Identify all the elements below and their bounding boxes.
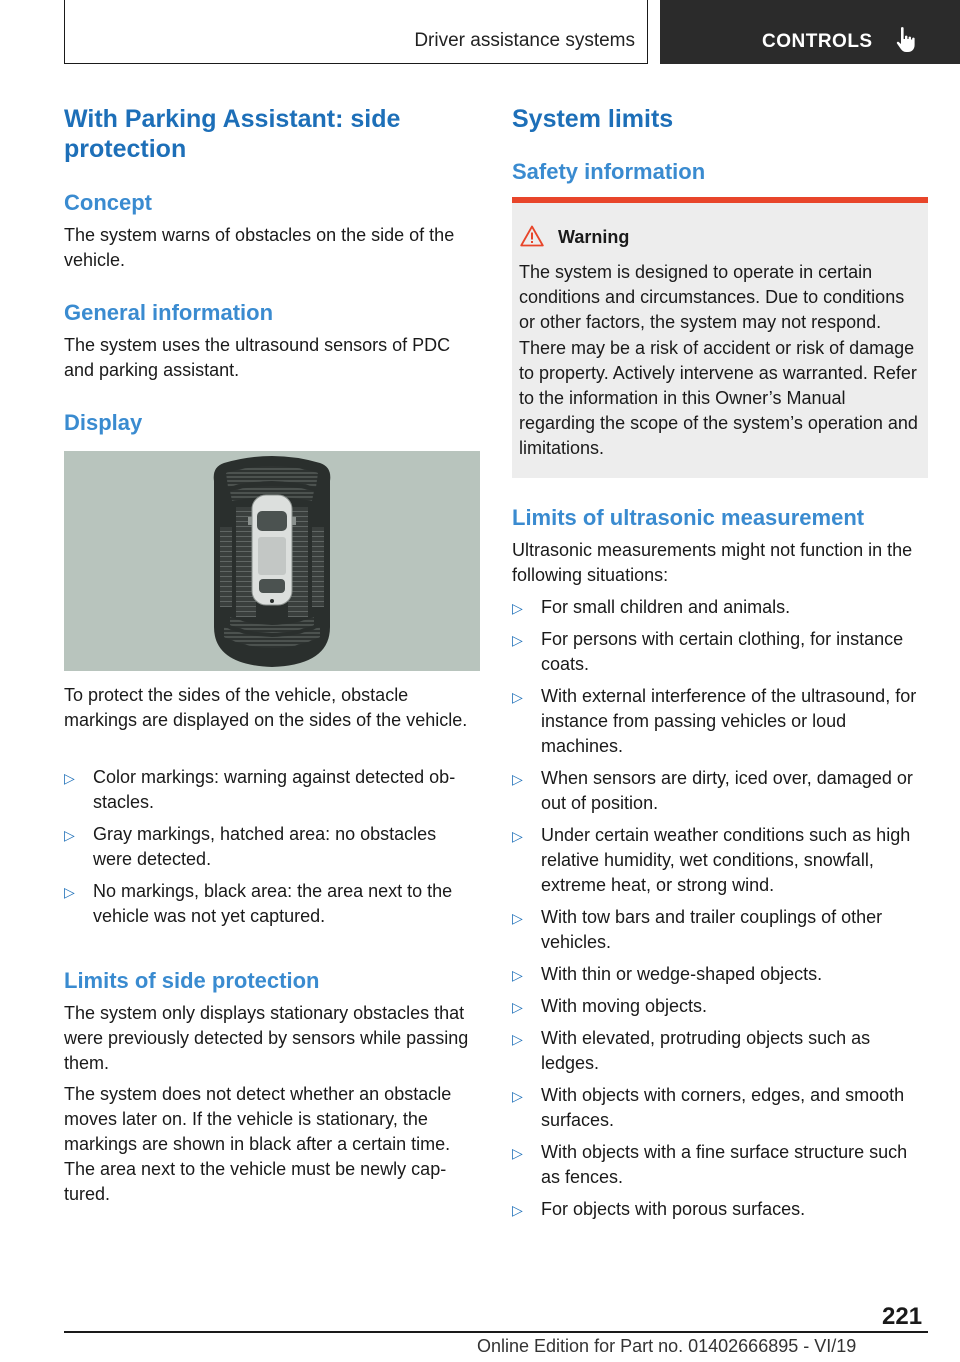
limits-side-protection-text-1: The system only displays stationary obstacles that were previously detected by sensors while passing them. [64,1003,469,1073]
warning-title: Warning [558,227,630,247]
side-protection-display-image [64,451,480,671]
triangle-right-icon: ▷ [512,828,523,844]
header-section-title: Driver assistance systems [414,30,635,51]
list-item: ▷ No markings, black area: the area next to the vehicle was not yet captured. [64,881,453,926]
warning-box [512,203,928,478]
page-number: 221 [882,1303,923,1330]
triangle-right-icon: ▷ [512,689,523,705]
list-item: ▷ Color markings: warning against detected obstacles. [64,767,456,812]
warning-text: The system is designed to operate in certain conditions and circumstances. Due to conditions or other factors, the system may not respond. There may be a risk of accident or risk of damage to property. Actively intervene as warranted. Refer to the information in this Owner’s Manual regarding the scope of the system’s operation and limitations. [519,262,918,459]
limits-side-protection-heading: Limits of side protection [64,968,320,993]
header-section-box [64,0,648,64]
triangle-right-icon: ▷ [512,1031,523,1047]
limits-side-protection-text-2: The system does not detect whether an obstacle moves later on. If the vehicle is stationary, the markings are shown in black after a certain time. The area next to the vehicle must be newly captured. [64,1084,452,1204]
triangle-right-icon: ▷ [512,999,523,1015]
triangle-right-icon: ▷ [512,600,523,616]
triangle-right-icon: ▷ [512,1088,523,1104]
header-chapter-tab[interactable] [660,0,960,64]
limits-ultrasonic-text: Ultrasonic measurements might not function in the following situations: [512,540,913,585]
footer-edition: Online Edition for Part no. 01402666895 - VI/19 [477,1336,857,1356]
list-item: ▷ For persons with certain clothing, for instance coats. [512,629,904,674]
triangle-right-icon: ▷ [512,967,523,983]
triangle-right-icon: ▷ [64,770,75,786]
display-text: To protect the sides of the vehicle, obstacle markings are displayed on the sides of the vehicle. [64,685,468,730]
side-protection-title: With Parking Assistant: side protection [64,105,401,163]
concept-text: The system warns of obstacles on the side of the vehicle. [64,225,455,270]
triangle-right-icon: ▷ [64,827,75,843]
triangle-right-icon: ▷ [512,1202,523,1218]
header-chapter-title: CONTROLS [762,31,873,52]
list-item: ▷ With elevated, protruding objects such as ledges. [512,1028,871,1073]
pointing-hand-icon [896,26,920,54]
general-information-heading: General information [64,300,274,325]
list-item: ▷ Gray markings, hatched area: no obstacles were detected. [64,824,437,869]
list-item: ▷ With moving objects. [512,994,928,1019]
safety-information-heading: Safety information [512,159,706,184]
concept-heading: Concept [64,190,152,215]
triangle-right-icon: ▷ [64,884,75,900]
display-markings-list [64,765,480,936]
triangle-right-icon: ▷ [512,910,523,926]
list-item: ▷ Under certain weather conditions such as high relative humidity, wet conditions, snowfall, extreme heat, or strong wind. [512,825,911,895]
list-item: ▷ For objects with porous surfaces. [512,1197,928,1222]
limits-ultrasonic-heading: Limits of ultrasonic measurement [512,505,865,530]
parking-view-illustration [64,451,480,671]
ultrasonic-limits-list [512,595,928,1229]
display-heading: Display [64,410,143,435]
list-item: ▷ With tow bars and trailer couplings of other vehicles. [512,907,883,952]
general-information-text: The system uses the ultrasound sensors of PDC and parking assistant. [64,335,451,380]
list-item: ▷ When sensors are dirty, iced over, damaged or out of position. [512,768,913,813]
footer-divider [64,1331,928,1333]
list-item: ▷ With thin or wedge-shaped objects. [512,962,928,987]
triangle-right-icon: ▷ [512,1145,523,1161]
list-item: ▷ With external interference of the ultrasound, for instance from passing vehicles or loud machines. [512,686,917,756]
list-item: ▷ With objects with corners, edges, and smooth surfaces. [512,1085,905,1130]
triangle-right-icon: ▷ [512,771,523,787]
list-item: ▷ For small children and animals. [512,595,928,620]
triangle-right-icon: ▷ [512,632,523,648]
system-limits-title: System limits [512,105,674,133]
warning-triangle-icon [520,225,544,247]
list-item: ▷ With objects with a fine surface structure such as fences. [512,1142,908,1187]
